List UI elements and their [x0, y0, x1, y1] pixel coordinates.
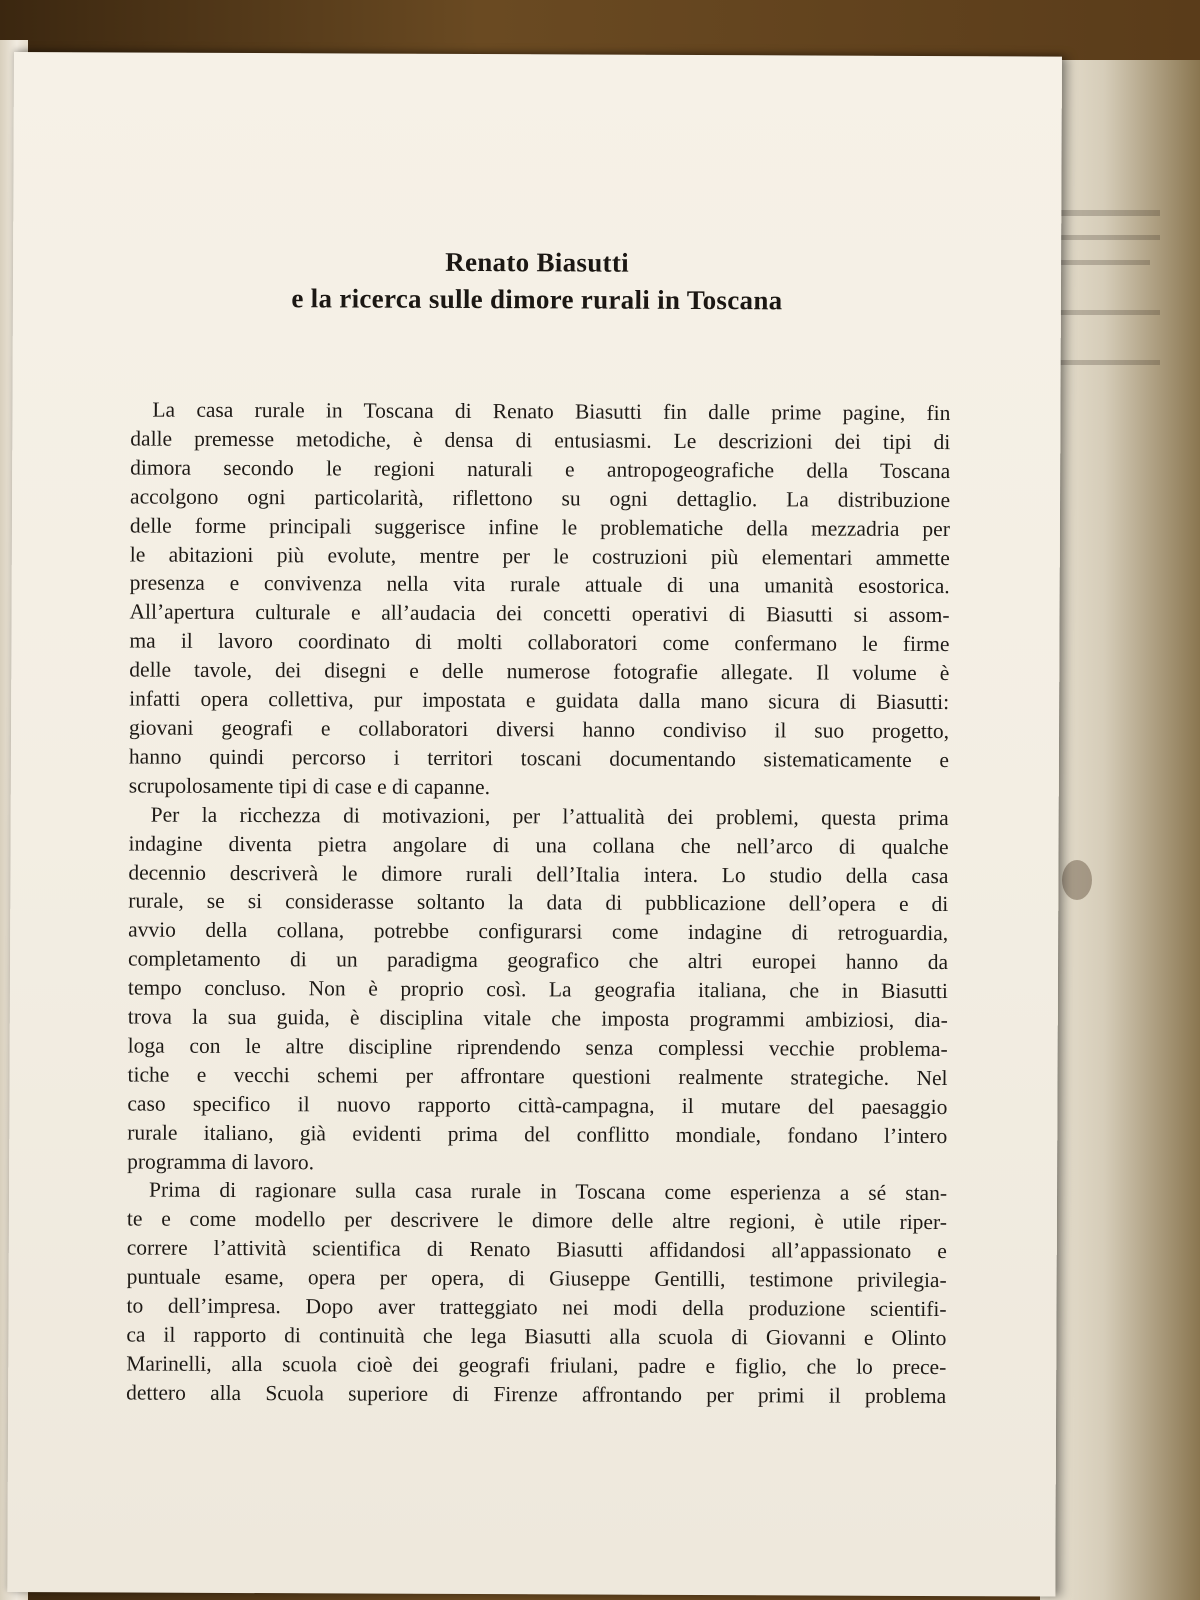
paragraph-1: [129, 396, 951, 804]
text-line: Prima di ragionare sulla casa rurale in Toscana come esperienza a sé stan-: [148, 1178, 948, 1206]
text-line: correre l’attività scientifica di Renato Biasutti affidandosi all’appassionato e: [126, 1235, 947, 1264]
page-title: [13, 242, 1061, 321]
text-line: delle tavole, dei disegni e delle numerose fotografie allegate. Il volume è: [129, 657, 950, 686]
text-line: La casa rurale in Toscana di Renato Biasutti fin dalle prime pagine, fin: [152, 397, 951, 426]
text-line: tempo concluso. Non è proprio così. La geografia italiana, che in Biasutti: [127, 975, 948, 1004]
text-line: giovani geografi e collaboratori diversi hanno condiviso il suo progetto,: [129, 715, 950, 744]
text-line: rurale italiano, già evidenti prima del conflitto mondiale, fondano l’intero: [127, 1120, 948, 1148]
text-line: infatti opera collettiva, pur impostata e guidata dalla mano sicura di Biasutti:: [129, 686, 950, 715]
bleed-through-text-decoration: [1040, 60, 1200, 1600]
text-line: accolgono ogni particolarità, riflettono su ogni dettaglio. La distribuzione: [130, 484, 951, 512]
text-line: dimora secondo le regioni naturali e antropogeografiche della Toscana: [130, 455, 951, 483]
text-line: loga con le altre discipline riprendendo senza complessi vecchie problema-: [127, 1033, 948, 1062]
text-line: puntuale esame, opera per opera, di Giuseppe Gentilli, testimone privilegia-: [126, 1264, 947, 1293]
body-text: [126, 396, 950, 1411]
text-line: dalle premesse metodiche, è densa di entusiasmi. Le descrizioni dei tipi di: [130, 426, 951, 454]
text-line: avvio della collana, potrebbe configurarsi come indagine di retroguardia,: [128, 917, 949, 946]
text-line: completamento di un paradigma geografico che altri europei hanno da: [127, 946, 949, 975]
text-line: dettero alla Scuola superiore di Firenze affrontando per primi il problema: [126, 1380, 947, 1408]
book-page: [7, 52, 1062, 1597]
text-line: Per la ricchezza di motivazioni, per l’attualità dei problemi, questa prima: [150, 802, 949, 830]
text-line: indagine diventa pietra angolare di una collana che nell’arco di qualche: [128, 831, 949, 859]
text-line: All’apertura culturale e all’audacia dei concetti operativi di Biasutti si assom-: [129, 599, 950, 628]
text-line: trova la sua guida, è disciplina vitale che imposta programmi ambiziosi, dia-: [127, 1004, 948, 1033]
text-line: ca il rapporto di continuità che lega Biasutti alla scuola di Giovanni e Olinto: [126, 1322, 947, 1351]
underlying-page: [1040, 60, 1200, 1600]
text-line: ma il lavoro coordinato di molti collaboratori come confermano le firme: [129, 628, 950, 657]
text-line: scrupolosamente tipi di case e di capanne.: [128, 773, 491, 799]
text-line: le abitazioni più evolute, mentre per le costruzioni più elementari ammette: [129, 542, 950, 570]
paragraph-3: [126, 1176, 947, 1411]
title-line-1: Renato Biasutti: [445, 246, 630, 278]
paragraph-2: [127, 800, 949, 1179]
text-line: programma di lavoro.: [127, 1149, 315, 1174]
text-line: caso specifico il nuovo rapporto città-campagna, il mutare del paesaggio: [127, 1091, 948, 1119]
text-line: Marinelli, alla scuola cioè dei geografi friulani, padre e figlio, che lo prece-: [126, 1351, 947, 1379]
page-shadow-mark: [1062, 860, 1092, 900]
title-line-2: e la ricerca sulle dimore rurali in Toscana: [291, 283, 783, 316]
text-line: presenza e convivenza nella vita rurale attuale di una umanità esostorica.: [129, 570, 950, 599]
text-line: decennio descriverà le dimore rurali dell’Italia intera. Lo studio della casa: [128, 860, 949, 888]
text-line: to dell’impresa. Dopo aver tratteggiato nei modi della produzione scientifi-: [126, 1293, 947, 1322]
text-line: rurale, se si considerasse soltanto la data di pubblicazione dell’opera e di: [128, 888, 949, 917]
text-line: hanno quindi percorso i territori toscani documentando sistematicamente e: [128, 744, 949, 772]
text-line: tiche e vecchi schemi per affrontare questioni realmente strategiche. Nel: [127, 1062, 948, 1090]
text-line: te e come modello per descrivere le dimore delle altre regioni, è utile riper-: [126, 1206, 947, 1235]
text-line: delle forme principali suggerisce infine le problematiche della mezzadria per: [129, 513, 950, 541]
